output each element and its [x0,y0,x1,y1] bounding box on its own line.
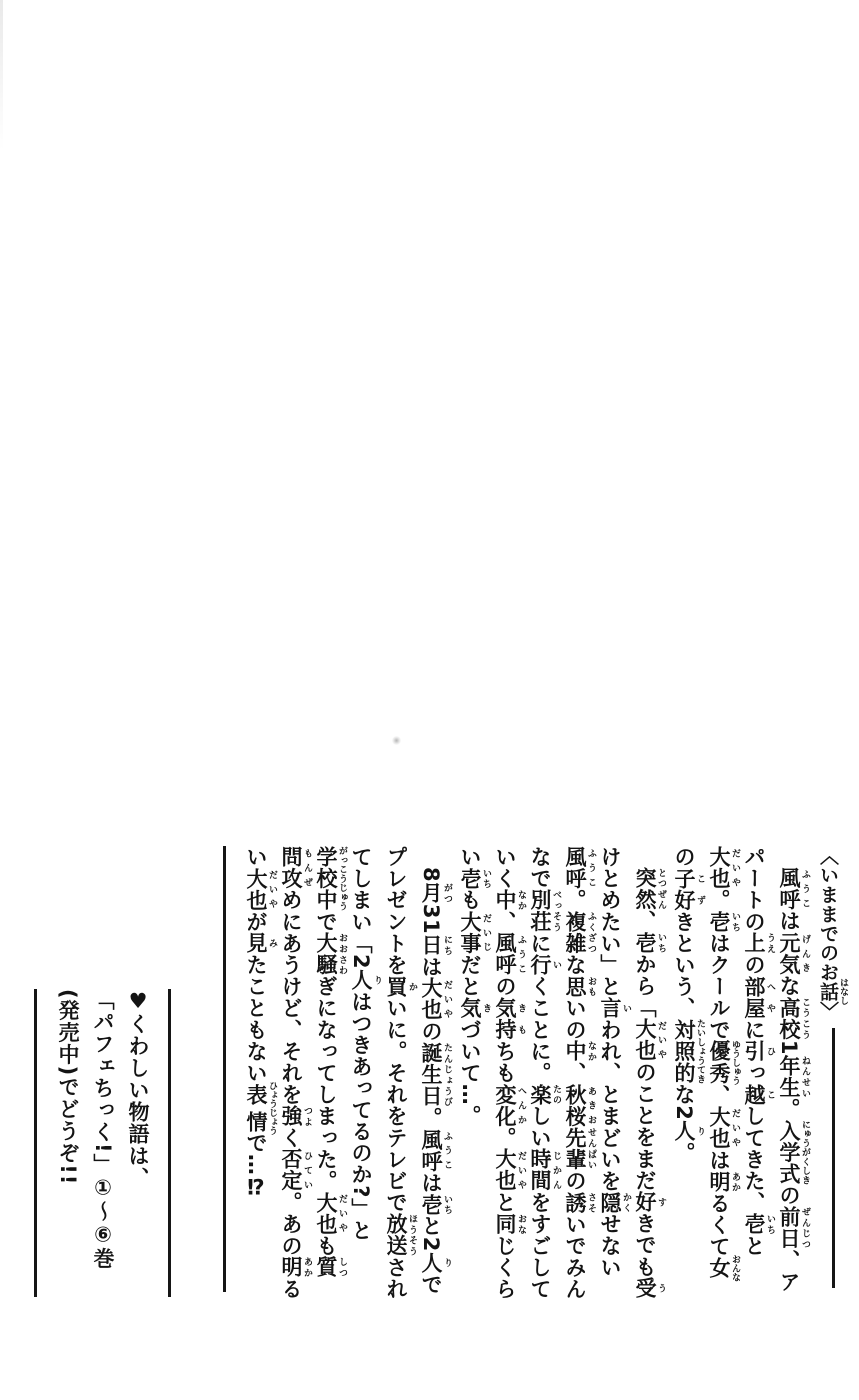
promo-line-3: (発売中)でどうぞ!! [56,989,80,1186]
promo-line-1-text: くわしい物語は、 [126,1013,150,1189]
promo-line-1 [120,989,155,1297]
synopsis-heading-text: 〈いままでのお話 はなし〉 [817,846,848,1021]
series-promo-note [34,989,171,1297]
heart-icon: ♥ [126,989,150,1013]
heading-rule-line [832,1028,835,1288]
scan-edge-artifact [0,0,3,150]
story-so-far-synopsis [223,846,848,1300]
promo-line-2: 「パフェちっく!」①〜⑥巻 [91,989,115,1270]
synopsis-paragraph-3: 8月 がつ31日 にちは大也 だいやの誕生日 たんじょうび。風呼 ふうこは壱 いちと2人 りでプレゼントを買 かいに。それをテレビで放送 ほうそうされてしまい「2人 りはつきあってるのか?」と学校中 がっこうじゅうで大騒 おおさわぎになってしまった。大也 だいやも質 しつ問攻 もんぜめにあうけど、それを強 つよく否定 ひてい。あの明 あかるい大也 だいやが見 みたこともない表情 ひょうじょうで…⁉ [244,846,452,1300]
synopsis-paragraph-1: 風呼 ふうこは元気 げんきな高校 こうこう1年生 ねんせい。入学式 にゅうがくしきの前日 ぜんじつ、アパートの上 うえの部屋 へやに引 ひっ越 こしてきた、壱 いちと大也 だいや。壱 いちはクールで優秀 ゆうしゅう、大也 だいやは明 あかるくて女 おんなの子好 こずきという、対照的 たいしょうてきな2人 り。 [672,846,810,1293]
closing-rule-line [223,846,226,1292]
print-artifact [392,736,401,745]
synopsis-heading [810,846,848,1300]
synopsis-paragraph-2: 突然 とつぜん、壱 いちから「大也 だいやのことをまだ好 すきでも受 うけとめたい」と言 いわれ、とまどいを隠 かくせない風呼 ふうこ。複雑 ふくざつな思 おもいの中 なか、秋桜 あきお先輩 せんぱいの誘 さそいでみんなで別荘 べっそうに行 いくことに。楽 たのしい時間 じかんをすごしていく中 なか、風呼 ふうこの気持 きもちも変化 へんか。大也 だいやと同 おなじくらい壱 いちも大事 だいじだと気 きづいて…。 [458,846,666,1300]
